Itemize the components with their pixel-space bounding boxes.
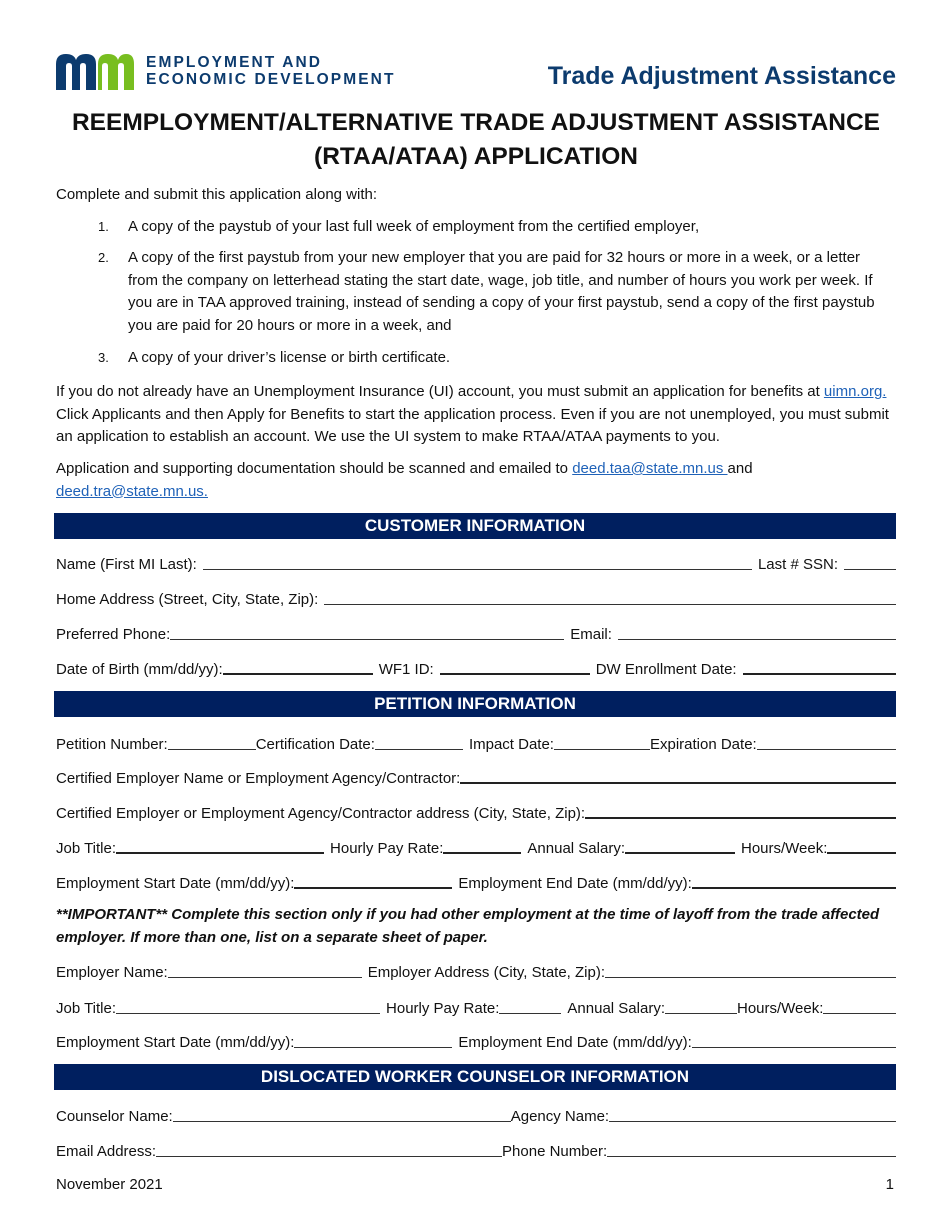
dob-row xyxy=(56,656,896,678)
page-number: 1 xyxy=(885,1176,894,1193)
job-title-label: Job Title: xyxy=(56,840,117,857)
ssn-field[interactable] xyxy=(844,555,896,570)
petition-number-label: Petition Number: xyxy=(56,736,168,753)
petition-number-field[interactable] xyxy=(168,735,256,750)
important-note: **IMPORTANT** Complete this section only if you had other employment at the time of layoff from the trade affected employer. If more than one, list on a separate sheet of paper. xyxy=(56,906,880,946)
title-line-2: (RTAA/ATAA) APPLICATION xyxy=(314,143,638,170)
other-employer-name-field[interactable] xyxy=(168,963,362,978)
home-address-label: Home Address (Street, City, State, Zip): xyxy=(56,591,319,608)
agency-name-label: Agency Name: xyxy=(510,1108,610,1125)
ui-text-pre: If you do not already have an Unemployment Insurance (UI) account, you must submit an application for benefits at xyxy=(56,383,824,400)
phone-email-row xyxy=(56,621,896,643)
other-job-title-label: Job Title: xyxy=(56,1000,117,1017)
certified-employer-label: Certified Employer Name or Employment Agency/Contractor: xyxy=(56,770,461,787)
certified-employer-row xyxy=(56,765,896,787)
impact-date-label: Impact Date: xyxy=(468,736,554,753)
petition-dates-row xyxy=(56,731,896,753)
home-address-row xyxy=(56,586,896,608)
customer-section-header: CUSTOMER INFORMATION xyxy=(54,513,896,539)
requirement-number: 2. xyxy=(98,250,109,265)
end-date-field[interactable] xyxy=(692,873,896,889)
dw-enrollment-label: DW Enrollment Date: xyxy=(595,661,737,678)
customer-name-row xyxy=(56,551,896,573)
name-field[interactable] xyxy=(203,555,752,570)
ui-account-paragraph xyxy=(56,381,896,449)
counselor-section-header: DISLOCATED WORKER COUNSELOR INFORMATION xyxy=(54,1064,896,1090)
ssn-label: Last # SSN: xyxy=(757,556,838,573)
phone-field[interactable] xyxy=(170,625,564,640)
job-title-field[interactable] xyxy=(116,838,324,854)
certified-employer-address-field[interactable] xyxy=(585,803,896,819)
email-field[interactable] xyxy=(618,625,896,640)
other-job-row xyxy=(56,995,896,1017)
email-paragraph xyxy=(56,458,896,503)
other-annual-salary-label: Annual Salary: xyxy=(567,1000,665,1017)
wf1-label: WF1 ID: xyxy=(378,661,434,678)
deed-tra-email-link[interactable]: deed.tra@state.mn.us. xyxy=(56,482,208,500)
ui-text-post: Click Applicants and then Apply for Benefits to start the application process. Even if you are not unemployed, you must submit an application to establish an account. We use the UI system to make RTAA/ATAA payments to you. xyxy=(56,405,889,445)
start-date-field[interactable] xyxy=(294,873,452,889)
petition-job-row xyxy=(56,835,896,857)
counselor-name-label: Counselor Name: xyxy=(56,1108,173,1125)
certification-date-label: Certification Date: xyxy=(255,736,375,753)
expiration-date-label: Expiration Date: xyxy=(649,736,757,753)
end-date-label: Employment End Date (mm/dd/yy): xyxy=(458,875,692,892)
email-label: Email: xyxy=(570,626,612,643)
requirement-number: 1. xyxy=(98,219,109,234)
certified-employer-address-label: Certified Employer or Employment Agency/Contractor address (City, State, Zip): xyxy=(56,805,586,822)
brand-line-2: ECONOMIC DEVELOPMENT xyxy=(146,71,396,88)
program-title: Trade Adjustment Assistance xyxy=(547,62,896,90)
title-line-1: REEMPLOYMENT/ALTERNATIVE TRADE ADJUSTMENT ASSISTANCE xyxy=(71,109,881,136)
counselor-name-row xyxy=(56,1103,896,1125)
uimn-link[interactable]: uimn.org. xyxy=(823,383,887,400)
requirement-text: A copy of the paystub of your last full week of employment from the certified employer, xyxy=(128,218,700,235)
other-job-title-field[interactable] xyxy=(116,999,380,1014)
other-hourly-pay-field[interactable] xyxy=(499,999,561,1014)
counselor-name-field[interactable] xyxy=(173,1107,511,1122)
agency-name xyxy=(146,54,396,88)
other-employer-address-label: Employer Address (City, State, Zip): xyxy=(367,964,606,981)
phone-label: Preferred Phone: xyxy=(56,626,171,643)
home-address-field[interactable] xyxy=(324,590,896,605)
annual-salary-label: Annual Salary: xyxy=(527,840,625,857)
other-start-date-field[interactable] xyxy=(294,1033,452,1048)
counselor-phone-field[interactable] xyxy=(607,1142,896,1157)
wf1-field[interactable] xyxy=(440,659,590,675)
other-start-date-label: Employment Start Date (mm/dd/yy): xyxy=(56,1034,295,1051)
requirement-text: A copy of your driver’s license or birth certificate. xyxy=(128,349,451,366)
deed-taa-email-link[interactable]: deed.taa@state.mn.us xyxy=(572,460,728,477)
agency-name-field[interactable] xyxy=(609,1107,896,1122)
hours-week-label: Hours/Week: xyxy=(740,840,828,857)
petition-section-header: PETITION INFORMATION xyxy=(54,691,896,717)
dob-label: Date of Birth (mm/dd/yy): xyxy=(56,661,223,678)
requirement-text: A copy of the first paystub from your new employer that you are paid for 32 hours or more in a week, or a letter from the company on letterhead stating the start date, wage, job title, and number of hours you work per week. If you are in TAA approved training, instead of sending a copy of your first paystub, send a copy of the first paystub you are paid for 20 hours or more in a week, and xyxy=(128,249,875,334)
other-hours-week-label: Hours/Week: xyxy=(736,1000,824,1017)
certified-employer-address-row xyxy=(56,800,896,822)
certification-date-field[interactable] xyxy=(375,735,463,750)
impact-date-field[interactable] xyxy=(554,735,650,750)
counselor-email-field[interactable] xyxy=(156,1142,502,1157)
email-text-pre: Application and supporting documentation should be scanned and emailed to xyxy=(56,460,573,477)
other-end-date-field[interactable] xyxy=(692,1033,896,1048)
intro-text: Complete and submit this application along with: xyxy=(56,186,378,203)
other-hours-week-field[interactable] xyxy=(823,999,896,1014)
email-text-mid: and xyxy=(727,460,753,477)
petition-employment-dates-row xyxy=(56,870,896,892)
brand-line-1: EMPLOYMENT AND xyxy=(146,54,323,71)
hourly-pay-field[interactable] xyxy=(443,838,521,854)
other-employer-address-field[interactable] xyxy=(605,963,896,978)
dw-enrollment-field[interactable] xyxy=(743,659,896,675)
expiration-date-field[interactable] xyxy=(757,735,896,750)
other-employer-name-label: Employer Name: xyxy=(56,964,168,981)
other-end-date-label: Employment End Date (mm/dd/yy): xyxy=(458,1034,692,1051)
other-employer-row xyxy=(56,959,896,981)
counselor-email-label: Email Address: xyxy=(56,1143,157,1160)
hours-week-field[interactable] xyxy=(827,838,896,854)
hourly-pay-label: Hourly Pay Rate: xyxy=(330,840,444,857)
dob-field[interactable] xyxy=(223,659,373,675)
start-date-label: Employment Start Date (mm/dd/yy): xyxy=(56,875,295,892)
footer-date: November 2021 xyxy=(56,1176,163,1193)
counselor-contact-row xyxy=(56,1138,896,1160)
other-hourly-pay-label: Hourly Pay Rate: xyxy=(386,1000,500,1017)
name-label: Name (First MI Last): xyxy=(56,556,197,573)
page-header xyxy=(56,54,896,94)
counselor-phone-label: Phone Number: xyxy=(502,1143,608,1160)
certified-employer-field[interactable] xyxy=(460,768,896,784)
other-employment-dates-row xyxy=(56,1029,896,1051)
other-annual-salary-field[interactable] xyxy=(665,999,737,1014)
mn-logo xyxy=(56,54,134,90)
annual-salary-field[interactable] xyxy=(625,838,735,854)
document-title xyxy=(56,106,896,174)
requirement-number: 3. xyxy=(98,350,109,365)
